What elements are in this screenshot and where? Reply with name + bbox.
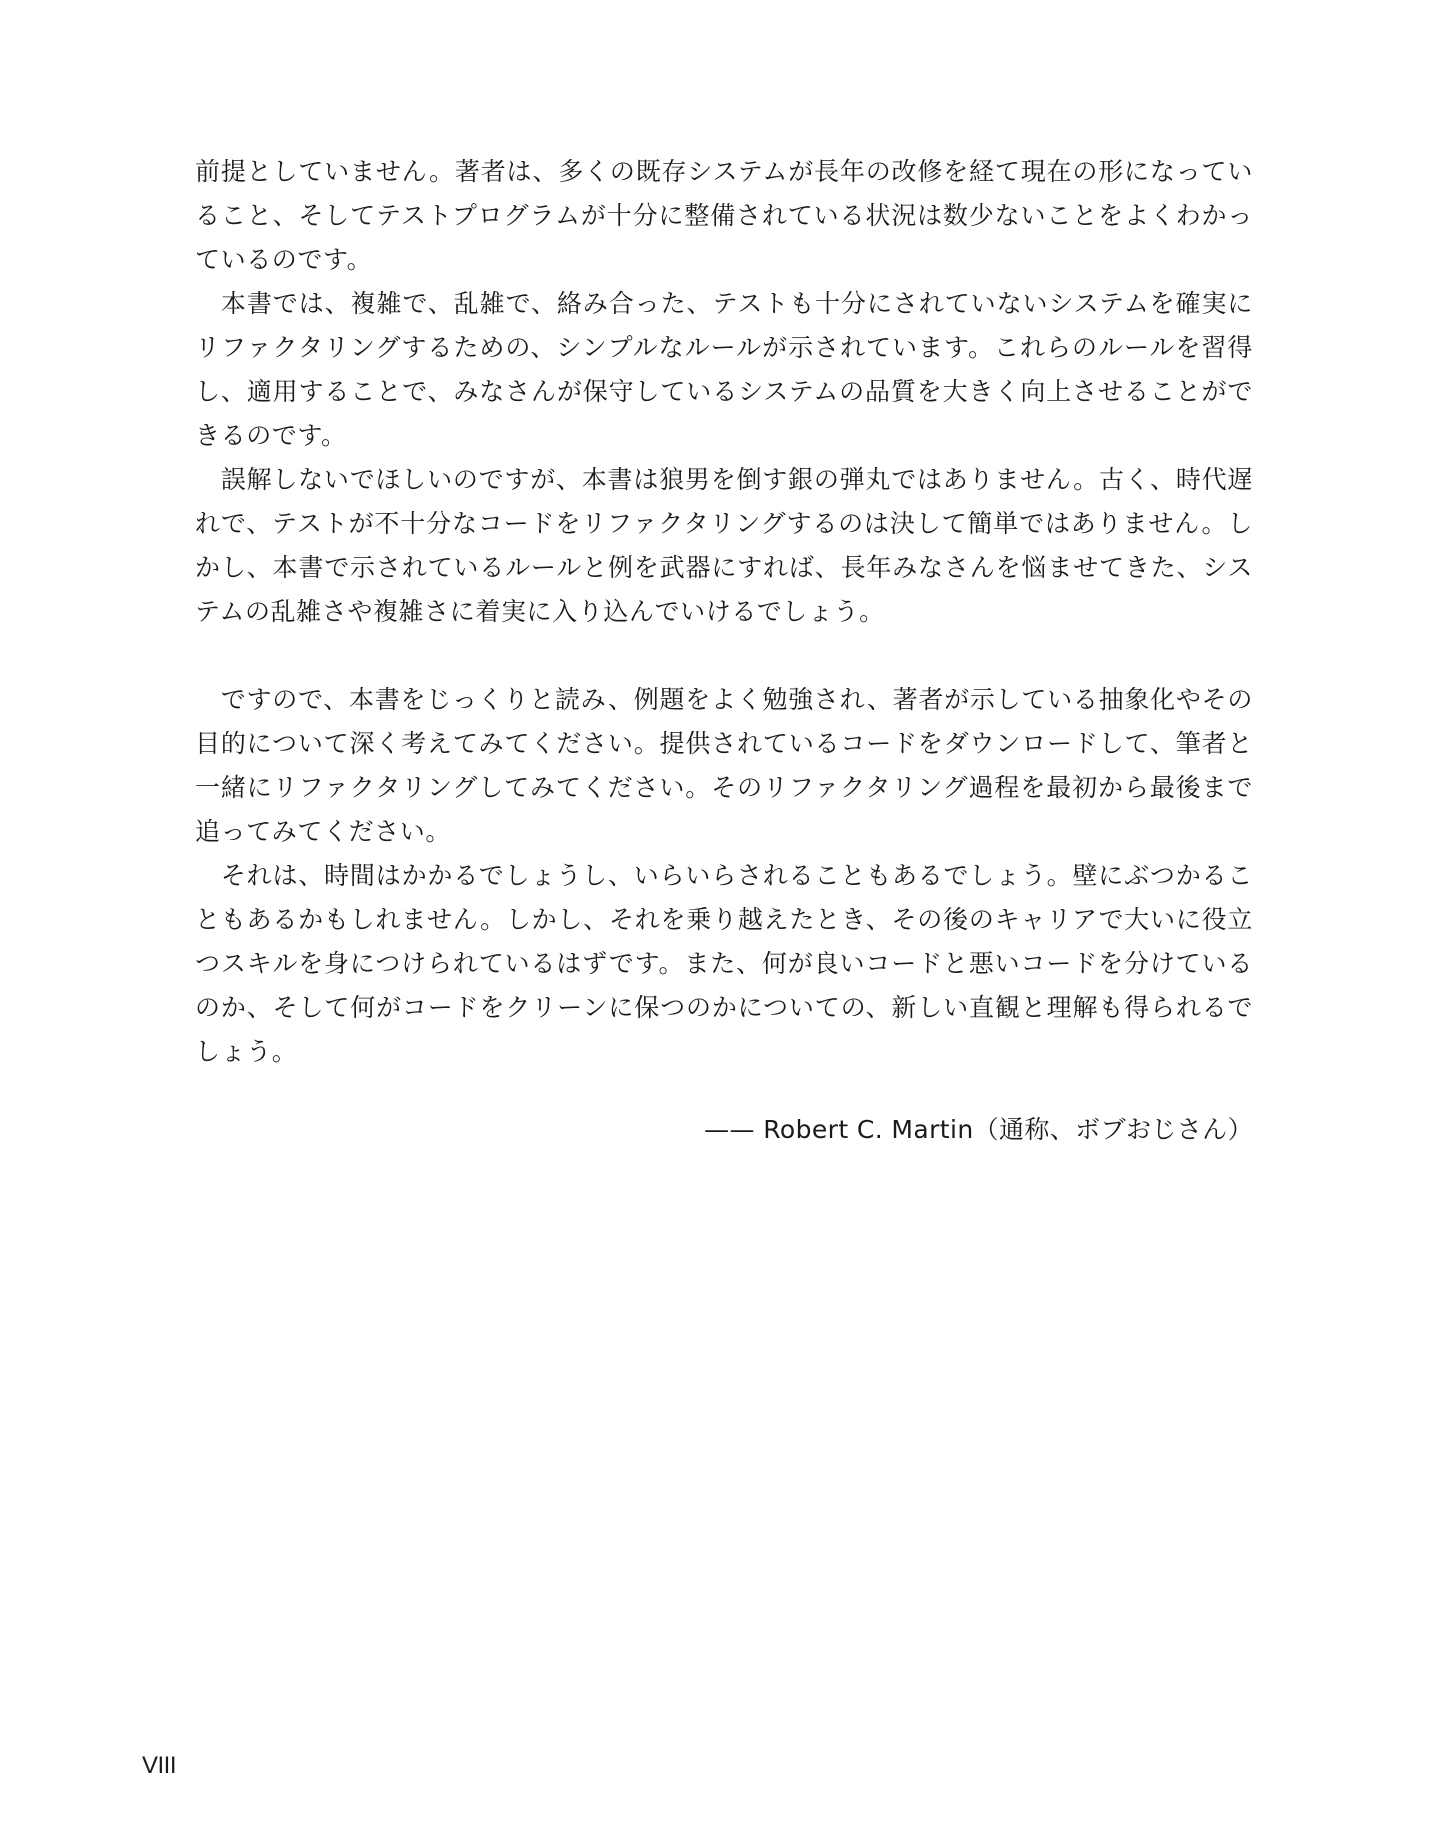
page-number: VIII [142, 1752, 177, 1779]
text-line: テムの乱雑さや複雑さに着実に入り込んでいけるでしょう。 [195, 597, 885, 626]
body-text [195, 150, 1253, 1074]
text-line: ること、そしてテストプログラムが十分に整備されている状況は数少ないことをよくわかっ [195, 201, 1253, 230]
text-line: し、適用することで、みなさんが保守しているシステムの品質を大きく向上させることがで [195, 377, 1253, 406]
paragraph-1 [195, 150, 1253, 282]
text-line: リファクタリングするための、シンプルなルールが示されています。これらのルールを習得 [195, 333, 1253, 362]
paragraph-2 [195, 282, 1253, 458]
paragraph-5 [195, 854, 1253, 1074]
text-line: ているのです。 [195, 245, 373, 274]
text-line: 追ってみてください。 [195, 817, 452, 846]
text-line: 一緒にリファクタリングしてみてください。そのリファクタリング過程を最初から最後まで [195, 773, 1253, 802]
text-line: 本書では、複雑で、乱雑で、絡み合った、テストも十分にされていないシステムを確実に [195, 289, 1253, 318]
text-line: しょう。 [195, 1037, 298, 1066]
paragraph-gap [195, 634, 1253, 678]
text-line: つスキルを身につけられているはずです。また、何が良いコードと悪いコードを分けている [195, 949, 1253, 978]
text-line: それは、時間はかかるでしょうし、いらいらされることもあるでしょう。壁にぶつかるこ [195, 861, 1253, 890]
text-line: ですので、本書をじっくりと読み、例題をよく勉強され、著者が示している抽象化やその [195, 685, 1253, 714]
text-line: 前提としていません。著者は、多くの既存システムが長年の改修を経て現在の形になってい [195, 157, 1253, 186]
text-line: きるのです。 [195, 421, 347, 450]
text-line: 目的について深く考えてみてください。提供されているコードをダウンロードして、筆者と [195, 729, 1253, 758]
text-line: のか、そして何がコードをクリーンに保つのかについての、新しい直観と理解も得られるで [195, 993, 1253, 1022]
text-line: ともあるかもしれません。しかし、それを乗り越えたとき、その後のキャリアで大いに役立 [195, 905, 1253, 934]
paragraph-4 [195, 678, 1253, 854]
author-signature: —— Robert C. Martin（通称、ボブおじさん） [704, 1115, 1253, 1144]
text-line: れで、テストが不十分なコードをリファクタリングするのは決して簡単ではありません。し [195, 509, 1253, 538]
paragraph-3 [195, 458, 1253, 634]
text-line: かし、本書で示されているルールと例を武器にすれば、長年みなさんを悩ませてきた、シス [195, 553, 1253, 582]
text-line: 誤解しないでほしいのですが、本書は狼男を倒す銀の弾丸ではありません。古く、時代遅 [195, 465, 1253, 494]
